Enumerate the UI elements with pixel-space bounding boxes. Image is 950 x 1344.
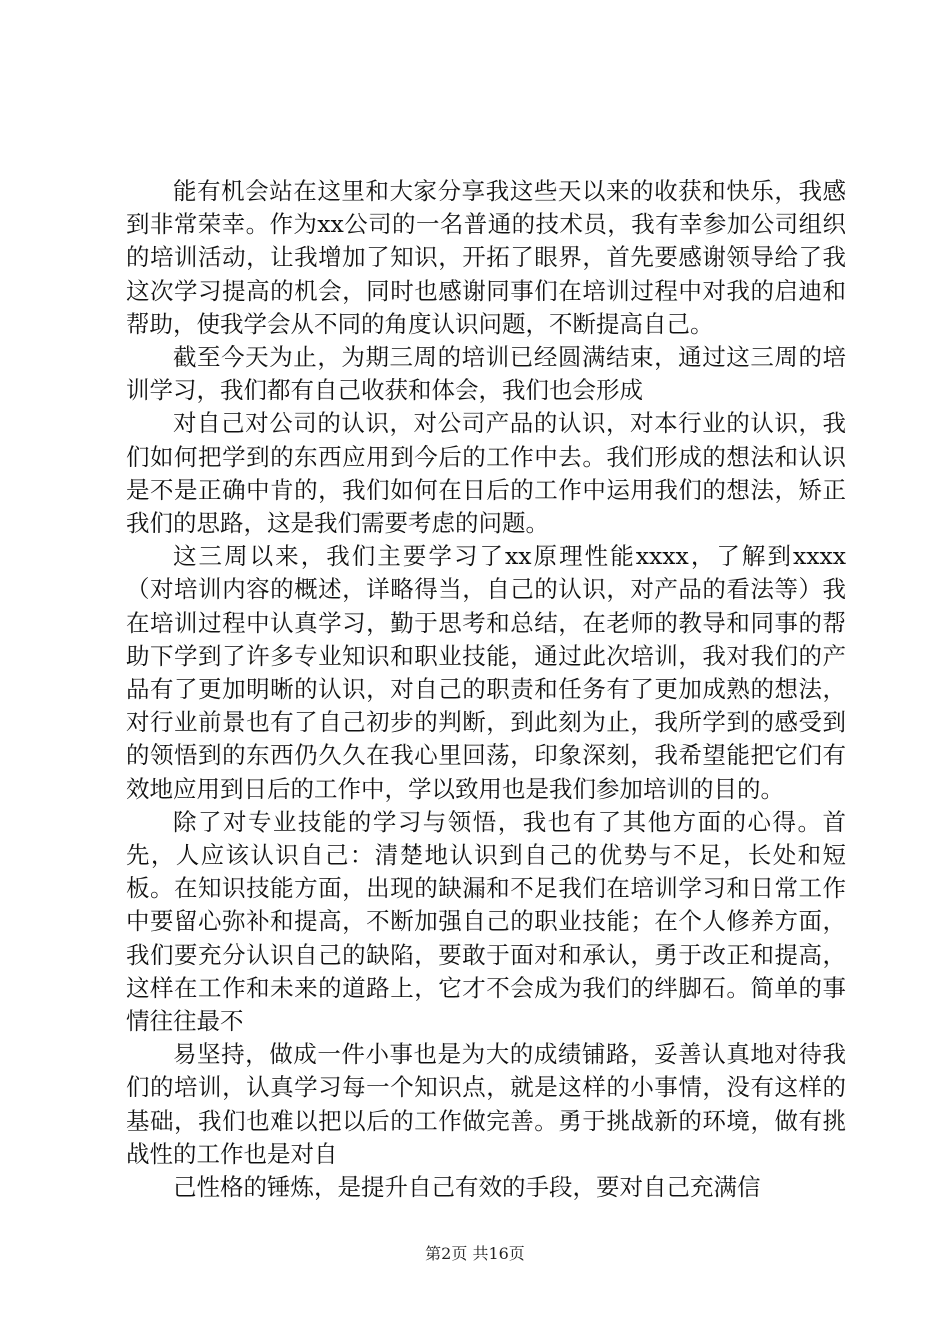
paragraph-4: 这三周以来，我们主要学习了xx原理性能xxxx，了解到xxxx（对培训内容的概述，详略得当，自己的认识，对产品的看法等）我在培训过程中认真学习，勤于思考和总结，在老师的教导和同事的帮助下学到了许多专业知识和职业技能，通过此次培训，我对我们的产品有了更加明晰的认识，对自己的职责和任务有了更加成熟的想法，对行业前景也有了自己初步的判断，到此刻为止，我所学到的感受到的领悟到的东西仍久久在我心里回荡，印象深刻，我希望能把它们有效地应用到日后的工作中，学以致用也是我们参加培训的目的。 [126, 542, 846, 803]
document-body [126, 175, 846, 1204]
paragraph-6: 易坚持，做成一件小事也是为大的成绩铺路，妥善认真地对待我们的培训，认真学习每一个知识点，就是这样的小事情，没有这样的基础，我们也难以把以后的工作做完善。勇于挑战新的环境，做有挑战性的工作也是对自 [126, 1040, 846, 1168]
paragraph-7: 己性格的锤炼，是提升自己有效的手段，要对自己充满信 [173, 1173, 761, 1202]
paragraph-5: 除了对专业技能的学习与领悟，我也有了其他方面的心得。首先，人应该认识自己：清楚地认识到自己的优势与不足，长处和短板。在知识技能方面，出现的缺漏和不足我们在培训学习和日常工作中要留心弥补和提高，不断加强自己的职业技能；在个人修养方面，我们要充分认识自己的缺陷，要敢于面对和承认，勇于改正和提高，这样在工作和未来的道路上，它才不会成为我们的绊脚石。简单的事情往往最不 [126, 807, 846, 1036]
page-number: 第2页 共16页 [425, 1244, 525, 1263]
paragraph-2: 截至今天为止，为期三周的培训已经圆满结束，通过这三周的培训学习，我们都有自己收获和体会，我们也会形成 [126, 343, 846, 405]
paragraph-1: 能有机会站在这里和大家分享我这些天以来的收获和快乐，我感到非常荣幸。作为xx公司的一名普通的技术员，我有幸参加公司组织的培训活动，让我增加了知识，开拓了眼界，首先要感谢领导给了我这次学习提高的机会，同时也感谢同事们在培训过程中对我的启迪和帮助，使我学会从不同的角度认识问题，不断提高自己。 [126, 177, 846, 338]
paragraph-3: 对自己对公司的认识，对公司产品的认识，对本行业的认识，我们如何把学到的东西应用到今后的工作中去。我们形成的想法和认识是不是正确中肯的，我们如何在日后的工作中运用我们的想法，矫正我们的思路，这是我们需要考虑的问题。 [126, 409, 846, 538]
page-footer [0, 1244, 950, 1264]
